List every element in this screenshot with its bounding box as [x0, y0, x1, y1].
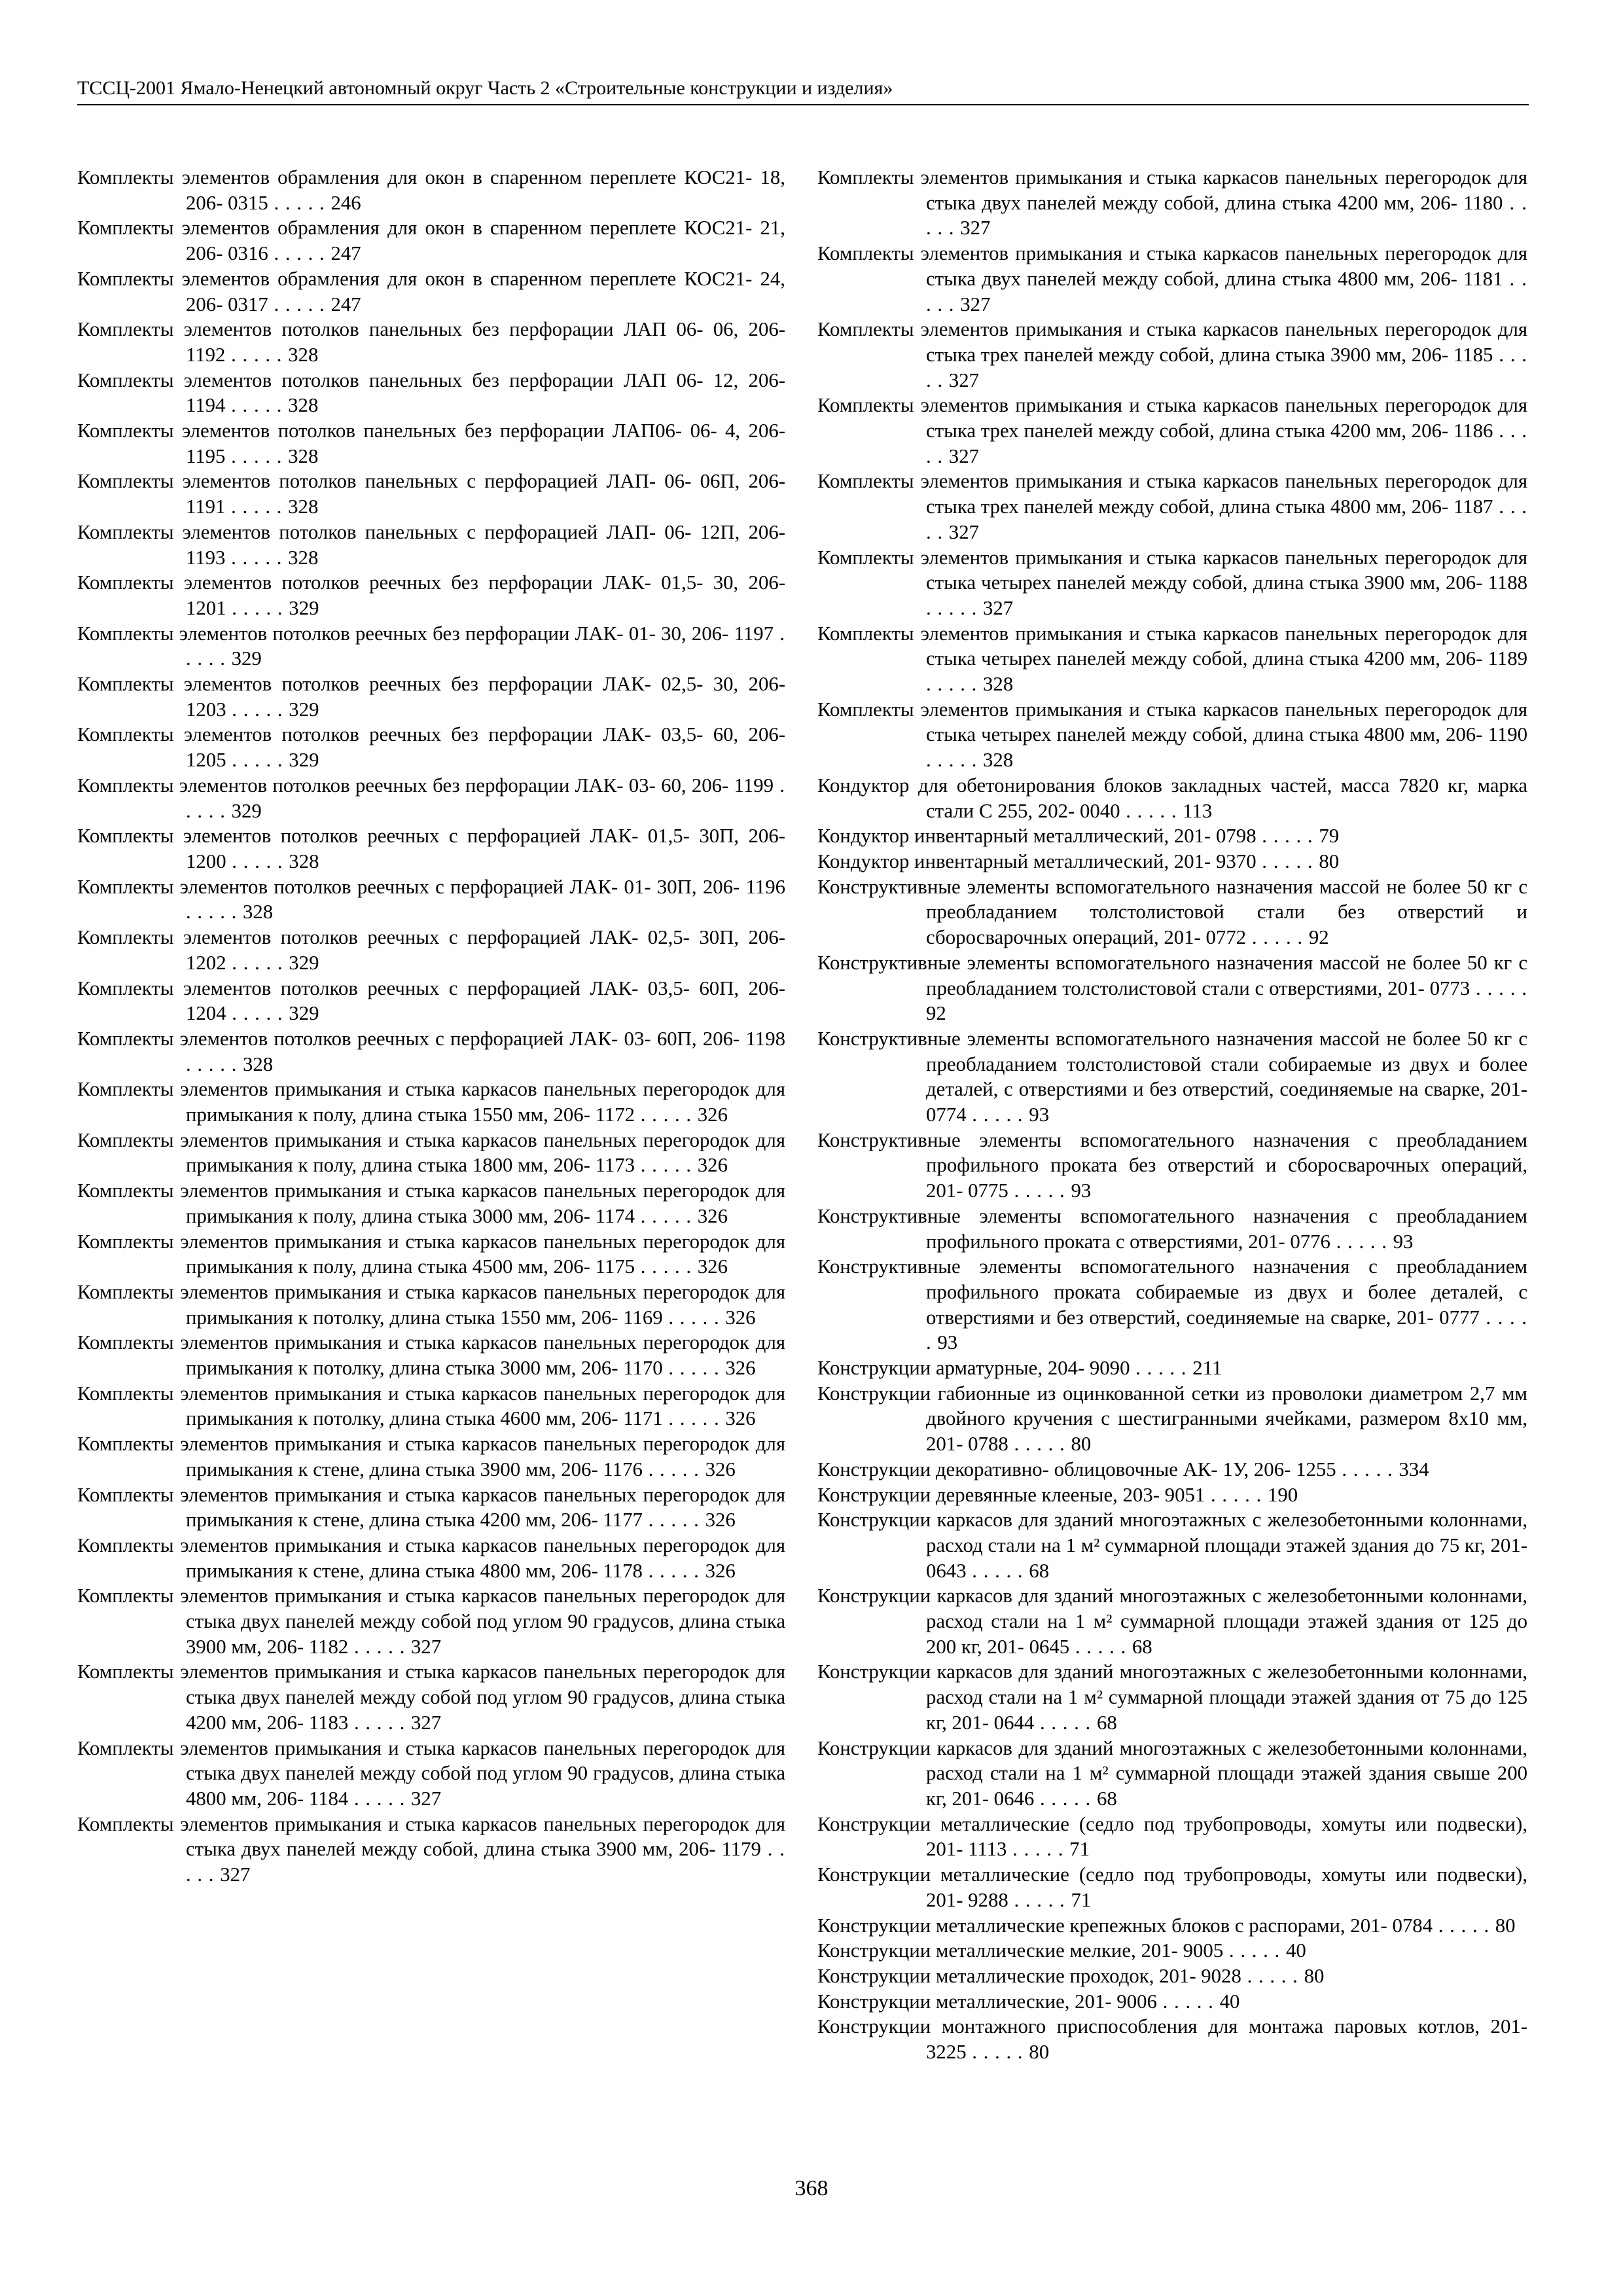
index-entry	[817, 1659, 1527, 1735]
index-entry-page: 246	[330, 191, 361, 214]
index-entry-text: Комплекты элементов потолков реечных с перфорацией ЛАК- 01- 30П, 206- 1196	[77, 875, 785, 898]
page-number: 368	[794, 2176, 829, 2200]
index-entry-text: Комплекты элементов примыкания и стыка каркасов панельных перегородок для стыка двух панелей между собой под углом 90 градусов, длина стыка 3900 мм, 206- 1182	[77, 1585, 785, 1658]
index-entry-page: 328	[289, 850, 319, 872]
index-entry-text: Комплекты элементов обрамления для окон в спаренном переплете КОС21- 21, 206- 0316	[77, 217, 785, 265]
index-entry-text: Комплекты элементов примыкания и стыка каркасов панельных перегородок для примыкания к полу, длина стыка 1800 мм, 206- 1173	[77, 1128, 785, 1177]
dot-leader: . . . . .	[1205, 1483, 1268, 1506]
index-entry	[817, 1989, 1527, 2015]
dot-leader: . . . . .	[642, 1509, 705, 1532]
index-entry-text: Конструктивные элементы вспомогательного назначения массой не более 50 кг с преобладанием толстолистовой стали без отверстий и сборосварочных операций, 201- 0772	[817, 875, 1527, 949]
index-entry-page: 113	[1183, 799, 1213, 822]
index-entry	[77, 418, 785, 469]
index-entry-text: Комплекты элементов потолков реечных с перфорацией ЛАК- 01,5- 30П, 206- 1200	[77, 825, 785, 872]
index-entry	[77, 266, 785, 317]
index-entry	[77, 1128, 785, 1178]
index-entry-text: Конструкции каркасов для зданий многоэтажных с железобетонными колоннами, расход стали на 1 м² суммарной площади этажей здания до 75 кг, 201- 0643	[817, 1509, 1527, 1582]
dot-leader: . . . . .	[926, 596, 983, 619]
dot-leader: . . . . .	[226, 749, 289, 772]
index-entry	[77, 1583, 785, 1659]
index-entry	[77, 1533, 785, 1583]
index-entry-text: Комплекты элементов обрамления для окон в спаренном переплете КОС21- 24, 206- 0317	[77, 267, 785, 315]
index-entry	[77, 1077, 785, 1127]
index-entry-text: Конструкции арматурные, 204- 9090	[817, 1357, 1130, 1380]
index-entry	[77, 1482, 785, 1533]
index-entry-text: Комплекты элементов потолков реечных без перфорации ЛАК- 03,5- 60, 206- 1205	[77, 723, 785, 772]
dot-leader: . . . . .	[926, 495, 1527, 543]
index-entry	[77, 215, 785, 266]
dot-leader: . . . . .	[1034, 1711, 1097, 1734]
index-entry-text: Комплекты элементов примыкания и стыка каркасов панельных перегородок для стыка двух панелей между собой, длина стыка 3900 мм, 206- 1179	[77, 1812, 785, 1861]
index-entry	[817, 1254, 1527, 1355]
index-entry-text: Комплекты элементов примыкания и стыка каркасов панельных перегородок для стыка двух панелей между собой, длина стыка 4200 мм, 206- 1180	[817, 166, 1527, 214]
dot-leader: . . . . .	[926, 267, 1528, 315]
index-entry-text: Кондуктор для обетонирования блоков закладных частей, масса 7820 кг, марка стали С 255, 202- 0040	[817, 774, 1527, 822]
index-entry	[77, 1812, 785, 1888]
dot-leader: . . . . .	[348, 1787, 411, 1810]
dot-leader: . . . . .	[635, 1103, 698, 1126]
index-entry	[817, 1736, 1527, 1812]
index-entry	[817, 165, 1527, 241]
index-entry-text: Конструкции декоративно- облицовочные АК- 1У, 206- 1255	[817, 1458, 1336, 1480]
index-entry-page: 68	[1029, 1559, 1050, 1582]
dot-leader: . . . . .	[268, 242, 331, 265]
index-entry-page: 40	[1285, 1939, 1306, 1962]
dot-leader: . . . . .	[966, 2041, 1029, 2064]
index-entry-text: Кондуктор инвентарный металлический, 201- 9370	[817, 850, 1257, 872]
index-entry-page: 40	[1219, 1990, 1240, 2013]
index-entry-text: Комплекты элементов потолков панельных без перфорации ЛАП 06- 06, 206- 1192	[77, 318, 785, 366]
index-entry	[817, 823, 1527, 849]
dot-leader: . . . . .	[1241, 1964, 1304, 1987]
dot-leader: . . . . .	[642, 1559, 705, 1582]
index-entry-page: 327	[410, 1711, 442, 1734]
dot-leader: . . . . .	[225, 495, 289, 518]
dot-leader: . . . . .	[268, 191, 331, 214]
index-entry-text: Конструкции металлические (седло под трубопроводы, хомуты или подвески), 201- 1113	[817, 1812, 1527, 1861]
dot-leader: . . . . .	[226, 1002, 289, 1025]
index-entry-text: Конструкции металлические, 201- 9006	[817, 1990, 1157, 2013]
index-entry	[77, 925, 785, 975]
index-entry-text: Конструкции монтажного приспособления для монтажа паровых котлов, 201- 3225	[817, 2015, 1527, 2064]
index-entry-text: Комплекты элементов примыкания и стыка каркасов панельных перегородок для стыка трех панелей между собой, длина стыка 3900 мм, 206- 1185	[817, 318, 1527, 366]
index-column-right	[817, 165, 1527, 2065]
index-entry-page: 326	[705, 1509, 736, 1532]
index-entry	[77, 722, 785, 772]
index-entry-page: 327	[220, 1863, 251, 1886]
index-entry-text: Комплекты элементов примыкания и стыка каркасов панельных перегородок для стыка трех панелей между собой, длина стыка 4200 мм, 206- 1186	[817, 394, 1527, 442]
index-entry	[77, 1330, 785, 1380]
index-entry-text: Комплекты элементов примыкания и стыка каркасов панельных перегородок для примыкания к полу, длина стыка 1550 мм, 206- 1172	[77, 1078, 785, 1126]
dot-leader: . . . . .	[1256, 850, 1319, 872]
dot-leader: . . . . .	[348, 1635, 411, 1658]
index-entry-text: Конструктивные элементы вспомогательного назначения массой не более 50 кг с преобладанием толстолистовой стали с отверстиями, 201- 0773	[817, 951, 1527, 999]
dot-leader: . . . . .	[1330, 1230, 1393, 1253]
dot-leader: . . . . .	[1120, 799, 1183, 822]
index-entry-page: 326	[697, 1103, 728, 1126]
index-entry-page: 93	[937, 1331, 958, 1354]
index-entry	[77, 672, 785, 722]
index-entry-page: 329	[289, 698, 319, 721]
index-entry	[817, 697, 1527, 773]
index-entry-text: Комплекты элементов примыкания и стыка каркасов панельных перегородок для стыка четырех панелей между собой, длина стыка 4800 мм, 206- 1190	[817, 698, 1527, 746]
index-entry-page: 328	[288, 444, 319, 467]
index-entry-text: Конструкции деревянные клееные, 203- 9051	[817, 1483, 1205, 1506]
dot-leader: . . . . .	[225, 546, 289, 569]
index-entry	[817, 241, 1527, 317]
index-entry	[77, 1178, 785, 1229]
index-entry	[77, 1431, 785, 1482]
index-entry-text: Комплекты элементов потолков реечных без перфорации ЛАК- 01- 30, 206- 1197	[77, 622, 774, 645]
dot-leader: . . . . .	[225, 444, 289, 467]
index-column-left	[77, 165, 785, 1888]
index-entry-page: 326	[725, 1306, 756, 1329]
index-entry-text: Комплекты элементов примыкания и стыка каркасов панельных перегородок для примыкания к стене, длина стыка 3900 мм, 206- 1176	[77, 1433, 785, 1480]
index-entry-text: Комплекты элементов примыкания и стыка каркасов панельных перегородок для стыка двух панелей между собой, длина стыка 4800 мм, 206- 1181	[817, 242, 1527, 290]
index-entry-page: 68	[1096, 1787, 1117, 1810]
index-entry-page: 327	[410, 1635, 442, 1658]
index-entry-text: Комплекты элементов примыкания и стыка каркасов панельных перегородок для примыкания к полу, длина стыка 4500 мм, 206- 1175	[77, 1230, 785, 1278]
index-entry-text: Комплекты элементов потолков реечных без перфорации ЛАК- 01,5- 30, 206- 1201	[77, 571, 785, 619]
index-entry-page: 327	[960, 293, 991, 315]
index-entry-page: 326	[705, 1458, 736, 1480]
index-entry-page: 328	[288, 394, 319, 417]
dot-leader: . . . . .	[635, 1204, 698, 1227]
dot-leader: . . . . .	[635, 1154, 698, 1177]
index-entry-page: 93	[1071, 1179, 1092, 1202]
index-entry-page: 326	[697, 1204, 728, 1227]
index-entry	[77, 1229, 785, 1280]
index-entry-page: 80	[1029, 2041, 1050, 2064]
index-entry-text: Кондуктор инвентарный металлический, 201- 0798	[817, 825, 1257, 848]
index-entry	[817, 1507, 1527, 1583]
index-entry-page: 326	[697, 1154, 728, 1177]
dot-leader: . . . . .	[186, 774, 785, 822]
dot-leader: . . . . .	[662, 1357, 726, 1380]
index-entry-page: 328	[983, 749, 1014, 772]
index-entry	[77, 1280, 785, 1330]
index-entry-text: Конструкции каркасов для зданий многоэтажных с железобетонными колоннами, расход стали на 1 м² суммарной площади этажей здания от 125 до 200 кг, 201- 0645	[817, 1585, 1527, 1658]
index-entry	[817, 1355, 1527, 1381]
index-entry-text: Конструкции металлические крепежных блоков с распорами, 201- 0784	[817, 1914, 1433, 1937]
index-entry	[817, 469, 1527, 545]
dot-leader: . . . . .	[662, 1407, 726, 1430]
index-entry-text: Конструкции металлические мелкие, 201- 9005	[817, 1939, 1224, 1962]
index-entry-page: 326	[725, 1357, 756, 1380]
index-entry-text: Конструкции габионные из оцинкованной сетки из проволоки диаметром 2,7 мм двойного кручения с шестигранными ячейками, размером 8х10 мм, 201- 0788	[817, 1382, 1527, 1456]
dot-leader: . . . . .	[642, 1458, 705, 1480]
index-entry-page: 327	[410, 1787, 442, 1810]
dot-leader: . . . . .	[1069, 1635, 1132, 1658]
index-entry-text: Комплекты элементов примыкания и стыка каркасов панельных перегородок для стыка четырех панелей между собой, длина стыка 3900 мм, 206- 1188	[817, 546, 1527, 594]
dot-leader: . . . . .	[1130, 1357, 1193, 1380]
index-entry	[817, 1938, 1527, 1964]
index-entry	[77, 520, 785, 570]
index-entry-page: 327	[948, 444, 979, 467]
dot-leader: . . . . .	[1008, 1433, 1071, 1456]
index-entry	[77, 368, 785, 418]
index-entry-page: 80	[1319, 850, 1340, 872]
dot-leader: . . . . .	[1223, 1939, 1286, 1962]
index-entry-page: 80	[1304, 1964, 1325, 1987]
index-entry-page: 92	[926, 1002, 946, 1025]
index-entry	[77, 469, 785, 519]
index-entry-page: 328	[243, 901, 274, 924]
index-entry-page: 247	[330, 242, 361, 265]
index-entry	[77, 317, 785, 367]
index-entry	[77, 570, 785, 620]
dot-leader: . . . . .	[926, 420, 1527, 467]
dot-leader: . . . . .	[225, 394, 289, 417]
index-entry	[817, 874, 1527, 950]
dot-leader: . . . . .	[268, 293, 331, 315]
index-entry	[817, 1964, 1527, 1989]
index-entry	[817, 1812, 1527, 1862]
index-entry-page: 329	[231, 647, 262, 670]
dot-leader: . . . . .	[226, 596, 289, 619]
dot-leader: . . . . .	[926, 343, 1527, 391]
dot-leader: . . . . .	[186, 1838, 786, 1886]
dot-leader: . . . . .	[1008, 1888, 1071, 1911]
index-entry	[817, 317, 1527, 393]
index-entry-text: Комплекты элементов примыкания и стыка каркасов панельных перегородок для стыка трех панелей между собой, длина стыка 4800 мм, 206- 1187	[817, 470, 1527, 518]
index-entry	[817, 621, 1527, 697]
dot-leader: . . . . .	[926, 1306, 1527, 1354]
index-entry	[77, 1381, 785, 1431]
index-entry-page: 329	[289, 951, 319, 974]
index-entry-page: 326	[697, 1255, 728, 1278]
index-entry-text: Комплекты элементов примыкания и стыка каркасов панельных перегородок для стыка четырех панелей между собой, длина стыка 4200 мм, 206- 1189	[817, 622, 1527, 670]
index-entry-page: 328	[288, 546, 319, 569]
index-entry	[77, 1736, 785, 1812]
dot-leader: . . . . .	[926, 673, 983, 696]
index-entry-page: 80	[1495, 1914, 1516, 1937]
index-entry	[817, 1482, 1527, 1508]
dot-leader: . . . . .	[1256, 825, 1319, 848]
index-entry	[817, 1026, 1527, 1128]
index-entry-page: 327	[948, 520, 979, 543]
index-entry-text: Комплекты элементов потолков реечных с перфорацией ЛАК- 03- 60П, 206- 1198	[77, 1027, 785, 1050]
index-entry-text: Комплекты элементов потолков реечных без перфорации ЛАК- 02,5- 30, 206- 1203	[77, 673, 785, 721]
dot-leader: . . . . .	[1156, 1990, 1220, 2013]
index-entry-text: Комплекты элементов примыкания и стыка каркасов панельных перегородок для примыкания к полу, длина стыка 3000 мм, 206- 1174	[77, 1179, 785, 1227]
index-entry-page: 328	[288, 495, 319, 518]
index-entry-text: Комплекты элементов потолков реечных без перфорации ЛАК- 03- 60, 206- 1199	[77, 774, 774, 797]
index-entry-text: Конструкции металлические проходок, 201- 9028	[817, 1964, 1241, 1987]
index-entry	[77, 874, 785, 925]
index-entry-page: 328	[288, 343, 319, 366]
index-entry-page: 93	[1393, 1230, 1414, 1253]
index-entry-text: Комплекты элементов потолков реечных с перфорацией ЛАК- 02,5- 30П, 206- 1202	[77, 926, 785, 974]
index-entry	[817, 1457, 1527, 1482]
index-entry-page: 328	[983, 673, 1014, 696]
index-entry-text: Комплекты элементов примыкания и стыка каркасов панельных перегородок для стыка двух панелей между собой под углом 90 градусов, длина стыка 4200 мм, 206- 1183	[77, 1660, 785, 1734]
index-entry-page: 211	[1192, 1357, 1222, 1380]
index-entry	[817, 1583, 1527, 1659]
index-entry-text: Комплекты элементов потолков панельных с перфорацией ЛАП- 06- 12П, 206- 1193	[77, 520, 785, 569]
index-entry-text: Конструкции каркасов для зданий многоэтажных с железобетонными колоннами, расход стали на 1 м² суммарной площади этажей здания свыше 200 кг, 201- 0646	[817, 1736, 1527, 1810]
index-entry	[817, 2014, 1527, 2064]
index-entry	[77, 976, 785, 1026]
index-entry-text: Комплекты элементов обрамления для окон в спаренном переплете КОС21- 18, 206- 0315	[77, 166, 785, 214]
index-entry	[817, 1381, 1527, 1457]
index-entry	[77, 823, 785, 874]
dot-leader: . . . . .	[1034, 1787, 1097, 1810]
dot-leader: . . . . .	[966, 1559, 1029, 1582]
index-entry-page: 329	[289, 749, 319, 772]
index-entry-text: Комплекты элементов потолков панельных без перфорации ЛАП 06- 12, 206- 1194	[77, 368, 785, 417]
index-entry	[77, 1659, 785, 1735]
index-entry-text: Комплекты элементов потолков панельных без перфорации ЛАП06- 06- 4, 206- 1195	[77, 420, 785, 467]
dot-leader: . . . . .	[926, 191, 1528, 240]
dot-leader: . . . . .	[226, 951, 289, 974]
index-entry-page: 68	[1096, 1711, 1117, 1734]
dot-leader: . . . . .	[348, 1711, 411, 1734]
index-entry-page: 329	[289, 1002, 319, 1025]
index-entry-text: Комплекты элементов примыкания и стыка каркасов панельных перегородок для стыка двух панелей между собой под углом 90 градусов, длина стыка 4800 мм, 206- 1184	[77, 1736, 785, 1810]
index-entry	[817, 545, 1527, 621]
index-entry-page: 190	[1267, 1483, 1298, 1506]
dot-leader: . . . . .	[226, 698, 289, 721]
index-entry-text: Комплекты элементов примыкания и стыка каркасов панельных перегородок для примыкания к потолку, длина стыка 1550 мм, 206- 1169	[77, 1280, 785, 1329]
index-entry-page: 326	[705, 1559, 736, 1582]
index-entry	[817, 950, 1527, 1026]
index-entry	[817, 1913, 1527, 1939]
index-entry	[77, 1026, 785, 1077]
index-entry	[77, 773, 785, 823]
dot-leader: . . . . .	[1007, 1838, 1070, 1861]
index-entry-text: Конструкции металлические (седло под трубопроводы, хомуты или подвески), 201- 9288	[817, 1863, 1527, 1911]
index-entry-text: Конструктивные элементы вспомогательного назначения с преобладанием профильного проката без отверстий и сборосварочных операций, 201- 0775	[817, 1128, 1527, 1202]
index-entry	[817, 1204, 1527, 1254]
index-entry-page: 329	[289, 596, 319, 619]
index-entry-page: 326	[725, 1407, 756, 1430]
index-entry-page: 71	[1069, 1838, 1090, 1861]
dot-leader: . . . . .	[926, 749, 983, 772]
dot-leader: . . . . .	[1433, 1914, 1495, 1937]
index-entry	[77, 165, 785, 215]
index-entry-page: 247	[330, 293, 361, 315]
index-entry-page: 92	[1308, 926, 1329, 949]
index-entry-page: 334	[1399, 1458, 1429, 1480]
index-entry	[77, 621, 785, 672]
dot-leader: . . . . .	[1470, 977, 1527, 999]
index-entry	[817, 1128, 1527, 1204]
index-entry	[817, 393, 1527, 469]
index-entry-page: 79	[1319, 825, 1340, 848]
index-entry	[817, 1862, 1527, 1912]
index-entry-page: 93	[1029, 1103, 1050, 1126]
index-entry-page: 327	[960, 217, 991, 240]
index-entry-page: 71	[1071, 1888, 1092, 1911]
index-entry-text: Конструкции каркасов для зданий многоэтажных с железобетонными колоннами, расход стали на 1 м² суммарной площади этажей здания от 75 до 125 кг, 201- 0644	[817, 1660, 1527, 1734]
index-entry-text: Комплекты элементов примыкания и стыка каркасов панельных перегородок для примыкания к стене, длина стыка 4200 мм, 206- 1177	[77, 1483, 785, 1532]
index-entry-page: 327	[948, 368, 979, 391]
index-entry-text: Комплекты элементов потолков реечных с перфорацией ЛАК- 03,5- 60П, 206- 1204	[77, 977, 785, 1025]
index-entry-page: 328	[243, 1052, 274, 1075]
dot-leader: . . . . .	[186, 901, 243, 924]
index-entry-text: Конструктивные элементы вспомогательного назначения с преобладанием профильного проката собираемые из двух и более деталей, с отверстиями и без отверстий, соединяемые на сварке, 201- 0777	[817, 1255, 1527, 1329]
dot-leader: . . . . .	[226, 850, 289, 872]
dot-leader: . . . . .	[186, 1052, 243, 1075]
dot-leader: . . . . .	[1008, 1179, 1071, 1202]
index-entry-text: Конструктивные элементы вспомогательного назначения массой не более 50 кг с преобладанием толстолистовой стали собираемые из двух и более деталей, с отверстиями и без отверстий, соединяемые на сварке, 201- 0774	[817, 1027, 1527, 1126]
index-entry-page: 68	[1132, 1635, 1152, 1658]
index-entry-text: Комплекты элементов потолков панельных с перфорацией ЛАП- 06- 06П, 206- 1191	[77, 470, 785, 518]
index-entry-text: Конструктивные элементы вспомогательного назначения с преобладанием профильного проката с отверстиями, 201- 0776	[817, 1204, 1527, 1253]
dot-leader: . . . . .	[635, 1255, 698, 1278]
index-entry	[817, 773, 1527, 823]
dot-leader: . . . . .	[225, 343, 289, 366]
index-entry-page: 329	[231, 799, 262, 822]
index-entry-text: Комплекты элементов примыкания и стыка каркасов панельных перегородок для примыкания к потолку, длина стыка 4600 мм, 206- 1171	[77, 1382, 785, 1430]
dot-leader: . . . . .	[1336, 1458, 1399, 1480]
index-entry-page: 80	[1071, 1433, 1092, 1456]
index-entry-text: Комплекты элементов примыкания и стыка каркасов панельных перегородок для примыкания к потолку, длина стыка 3000 мм, 206- 1170	[77, 1331, 785, 1380]
index-entry	[817, 849, 1527, 874]
dot-leader: . . . . .	[1246, 926, 1309, 949]
index-entry-page: 327	[983, 596, 1014, 619]
dot-leader: . . . . .	[186, 622, 785, 670]
index-entry-text: Комплекты элементов примыкания и стыка каркасов панельных перегородок для примыкания к стене, длина стыка 4800 мм, 206- 1178	[77, 1534, 785, 1582]
dot-leader: . . . . .	[966, 1103, 1029, 1126]
dot-leader: . . . . .	[662, 1306, 726, 1329]
running-header: ТССЦ-2001 Ямало-Ненецкий автономный округ Часть 2 «Строительные конструкции и изделия»	[77, 75, 1529, 105]
